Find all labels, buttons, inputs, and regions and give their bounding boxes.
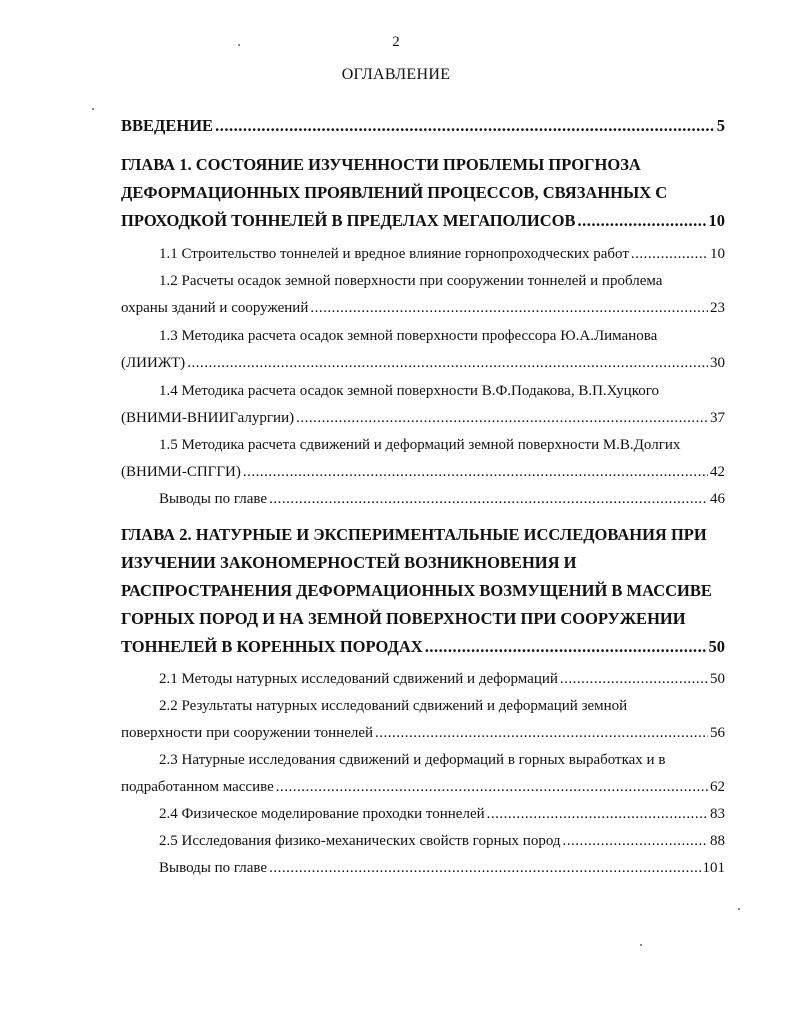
toc-page-number: 42 (710, 464, 725, 480)
chapter-1-title-part: ГЛАВА 1. СОСТОЯНИЕ ИЗУЧЕННОСТИ ПРОБЛЕМЫ ПРОГНОЗА (121, 155, 641, 174)
chapter-2-heading-line-3 (121, 581, 712, 601)
dot-leader (243, 464, 708, 481)
section-1-5-line-2 (121, 464, 725, 481)
section-1-3-line-1 (159, 328, 657, 345)
section-title: 2.5 Исследования физико-механических свойств горных пород (159, 833, 561, 849)
toc-page-number: 50 (710, 671, 725, 687)
dot-leader (487, 806, 708, 823)
chapter-2-conclusions (159, 860, 725, 877)
toc-page-number: 56 (710, 725, 725, 741)
chapter-1-title-part: ДЕФОРМАЦИОННЫХ ПРОЯВЛЕНИЙ ПРОЦЕССОВ, СВЯЗАННЫХ С (121, 183, 668, 202)
section-title: (ВНИМИ-СПГГИ) (121, 464, 241, 480)
toc-page-number: 62 (710, 779, 725, 795)
section-title: поверхности при сооружении тоннелей (121, 725, 374, 741)
toc-page-number: 88 (710, 833, 725, 849)
dot-leader (215, 116, 715, 136)
chapter-2-heading-line-2 (121, 553, 576, 573)
section-2-1 (159, 671, 725, 688)
chapter-1-title-part: ПРОХОДКОЙ ТОННЕЛЕЙ В ПРЕДЕЛАХ МЕГАПОЛИСОВ (121, 211, 576, 230)
dot-leader (269, 860, 700, 877)
section-title: 2.4 Физическое моделирование проходки тоннелей (159, 806, 485, 822)
toc-page-number: 5 (716, 116, 725, 135)
section-2-4 (159, 806, 725, 823)
chapter-1-conclusions (159, 491, 725, 508)
section-title: Выводы по главе (159, 491, 268, 507)
chapter-2-heading-line-4 (121, 609, 686, 629)
dot-leader (187, 355, 708, 372)
chapter-2-heading-line-5 (121, 637, 725, 657)
section-1-2-line-2 (121, 300, 725, 317)
dot-leader (425, 637, 707, 657)
section-title: 2.2 Результаты натурных исследований сдвижений и деформаций земной (159, 698, 628, 714)
section-1-1 (159, 246, 725, 263)
section-title: охраны зданий и сооружений (121, 300, 309, 316)
chapter-2-title-part: ИЗУЧЕНИИ ЗАКОНОМЕРНОСТЕЙ ВОЗНИКНОВЕНИЯ И (121, 553, 577, 572)
section-1-2-line-1 (159, 273, 662, 290)
section-title: 1.1 Строительство тоннелей и вредное влияние горнопроходческих работ (159, 246, 629, 262)
dot-leader (560, 671, 708, 688)
section-title: 2.1 Методы натурных исследований сдвижений и деформаций (159, 671, 558, 687)
dot-leader (276, 779, 708, 796)
section-title: (ВНИМИ-ВНИИГалургии) (121, 410, 295, 426)
toc-title: ОГЛАВЛЕНИЕ (341, 66, 451, 83)
section-title: 1.3 Методика расчета осадок земной поверхности профессора Ю.А.Лиманова (159, 328, 658, 344)
section-title: 2.3 Натурные исследования сдвижений и деформаций в горных выработках и в (159, 752, 666, 768)
dot-leader (577, 211, 706, 231)
toc-page-number: 10 (710, 246, 725, 262)
toc-entry-title: ВВЕДЕНИЕ (121, 116, 214, 135)
toc-page-number: 37 (710, 410, 725, 426)
toc-page-number: 50 (708, 637, 725, 656)
scan-speck (640, 944, 642, 946)
section-title: (ЛИИЖТ) (121, 355, 186, 371)
section-2-2-line-2 (121, 725, 725, 742)
chapter-1-heading-line-1 (121, 155, 641, 175)
toc-page-number: 83 (710, 806, 725, 822)
chapter-2-heading-line-1 (121, 525, 707, 545)
section-1-5-line-1 (159, 437, 680, 454)
chapter-1-heading-line-3 (121, 211, 725, 231)
chapter-2-title-part: РАСПРОСТРАНЕНИЯ ДЕФОРМАЦИОННЫХ ВОЗМУЩЕНИЙ В МАССИВЕ (121, 581, 712, 600)
section-2-3-line-2 (121, 779, 725, 796)
toc-page-number: 10 (708, 211, 725, 230)
section-title: подработанном массиве (121, 779, 274, 795)
toc-page-number: 46 (710, 491, 725, 507)
chapter-2-title-part: ГОРНЫХ ПОРОД И НА ЗЕМНОЙ ПОВЕРХНОСТИ ПРИ СООРУЖЕНИИ (121, 609, 686, 628)
section-title: 1.4 Методика расчета осадок земной поверхности В.Ф.Подакова, В.П.Хуцкого (159, 383, 660, 399)
dot-leader (631, 246, 708, 263)
toc-entry-introduction (121, 116, 725, 136)
section-1-3-line-2 (121, 355, 725, 372)
page-number: 2 (392, 34, 400, 50)
chapter-1-heading-line-2 (121, 183, 667, 203)
dot-leader (296, 410, 708, 427)
scan-speck (738, 908, 740, 910)
section-title: 1.5 Методика расчета сдвижений и деформаций земной поверхности М.В.Долгих (159, 437, 681, 453)
scan-speck (238, 44, 240, 46)
chapter-2-title-part: ТОННЕЛЕЙ В КОРЕННЫХ ПОРОДАХ (121, 637, 423, 656)
toc-page-number: 30 (710, 355, 725, 371)
section-2-3-line-1 (159, 752, 665, 769)
section-1-4-line-1 (159, 383, 659, 400)
section-1-4-line-2 (121, 410, 725, 427)
section-2-5 (159, 833, 725, 850)
dot-leader (375, 725, 708, 742)
toc-page-number: 101 (702, 860, 725, 876)
toc-page-number: 23 (710, 300, 725, 316)
dot-leader (563, 833, 708, 850)
chapter-2-title-part: ГЛАВА 2. НАТУРНЫЕ И ЭКСПЕРИМЕНТАЛЬНЫЕ ИССЛЕДОВАНИЯ ПРИ (121, 525, 707, 544)
scan-speck (92, 108, 94, 110)
dot-leader (310, 300, 708, 317)
section-title: 1.2 Расчеты осадок земной поверхности при сооружении тоннелей и проблема (159, 273, 663, 289)
section-2-2-line-1 (159, 698, 627, 715)
section-title: Выводы по главе (159, 860, 268, 876)
dot-leader (269, 491, 708, 508)
